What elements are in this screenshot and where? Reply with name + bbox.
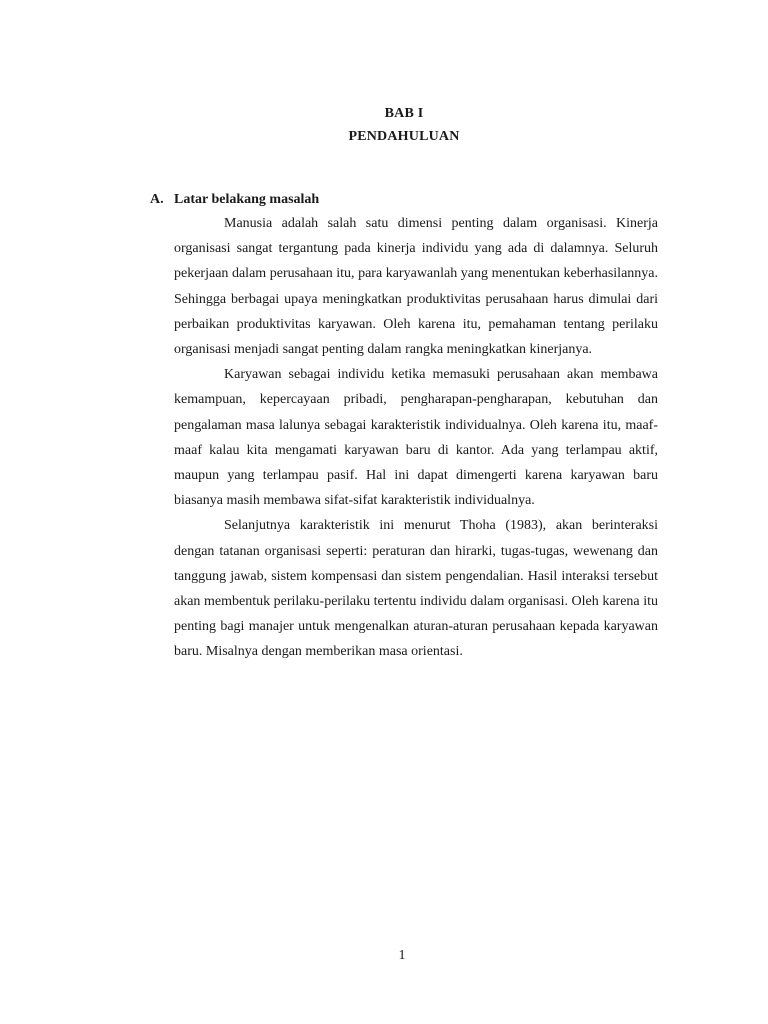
page-number: 1 [398, 948, 406, 963]
paragraph: Manusia adalah salah satu dimensi penting dalam organisasi. Kinerja organisasi sangat tergantung pada kinerja individu yang ada di dalamnya. Seluruh pekerjaan dalam perusahaan itu, para karyawanlah yang menentukan keberhasilannya. Sehingga berbagai upaya meningkatkan produktivitas perusahaan harus dimulai dari perbaikan produktivitas karyawan. Oleh karena itu, pemahaman tentang perilaku organisasi menjadi sangat penting dalam rangka meningkatkan kinerjanya. [174, 216, 658, 358]
section-heading [150, 192, 319, 208]
section-letter: A. [150, 192, 164, 207]
chapter-number: BAB I [384, 106, 424, 121]
section-title: Latar belakang masalah [174, 192, 320, 207]
paragraph: Selanjutnya karakteristik ini menurut Thoha (1983), akan berinteraksi dengan tatanan organisasi seperti: peraturan dan hirarki, tugas-tugas, wewenang dan tanggung jawab, sistem kompensasi dan sistem pengendalian. Hasil interaksi tersebut akan membentuk perilaku-perilaku tertentu individu dalam organisasi. Oleh karena itu penting bagi manajer untuk mengenalkan aturan-aturan perusahaan kepada karyawan baru. Misalnya dengan memberikan masa orientasi. [174, 518, 658, 660]
chapter-title: PENDAHULUAN [348, 129, 460, 144]
paragraph: Karyawan sebagai individu ketika memasuki perusahaan akan membawa kemampuan, kepercayaan pribadi, pengharapan-pengharapan, kebutuhan dan pengalaman masa lalunya sebagai karakteristik individualnya. Oleh karena itu, maaf-maaf kalau kita mengamati karyawan baru di kantor. Ada yang terlampau aktif, maupun yang terlampau pasif. Hal ini dapat dimengerti karena karyawan baru biasanya masih membawa sifat-sifat karakteristik individualnya. [174, 367, 658, 509]
body-text [174, 211, 658, 665]
